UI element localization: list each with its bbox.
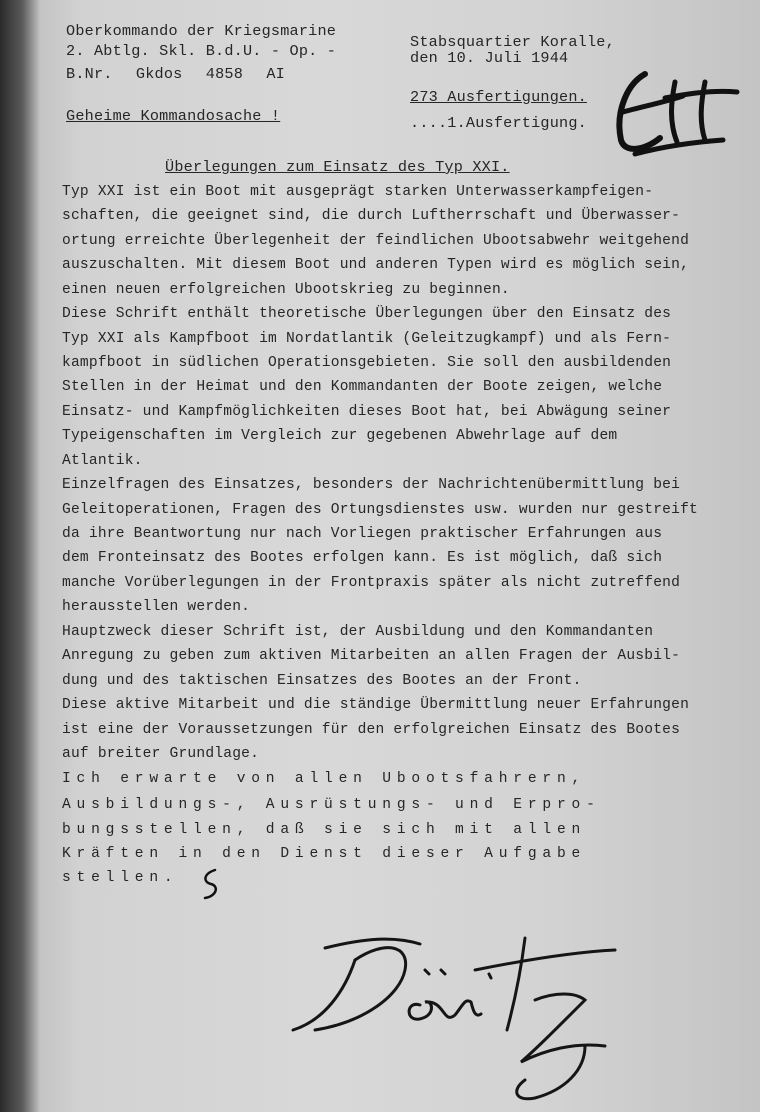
handwritten-tick-mark: [195, 866, 225, 902]
body-line: Einzelfragen des Einsatzes, besonders der Nachrichtenübermittlung bei: [62, 477, 681, 493]
body-line: Stellen in der Heimat und den Kommandanten der Boote zeigen, welche: [62, 379, 663, 395]
header-classification: Geheime Kommandosache !: [66, 107, 281, 125]
body-line: auszuschalten. Mit diesem Boot und anderen Typen wird es möglich sein,: [62, 257, 690, 273]
body-line: Einsatz- und Kampfmöglichkeiten dieses Boot hat, bei Abwägung seiner: [62, 404, 672, 420]
closing-line: Ausbildungs-, Ausrüstungs- und Erpro-: [62, 797, 601, 813]
document-title: Überlegungen zum Einsatz des Typ XXI.: [165, 158, 510, 176]
header-copies-count: 273 Ausfertigungen.: [410, 88, 587, 106]
closing-line: Kräften in den Dienst dieser Aufgabe: [62, 846, 587, 862]
header-reference-number: B.Nr. Gkdos 4858 AI: [66, 65, 285, 83]
body-line: Geleitoperationen, Fragen des Ortungsdienstes usw. wurden nur gestreift: [62, 502, 698, 518]
body-line: auf breiter Grundlage.: [62, 746, 260, 762]
closing-line: stellen.: [62, 870, 179, 886]
body-line: Hauptzweck dieser Schrift ist, der Ausbildung und den Kommandanten: [62, 624, 654, 640]
body-line: Atlantik.: [62, 453, 143, 469]
body-line: dem Fronteinsatz des Bootes erfolgen kann. Es ist möglich, daß sich: [62, 550, 663, 566]
body-line: Typeigenschaften im Vergleich zur gegebenen Abwehrlage auf dem: [62, 428, 618, 444]
header-location: Stabsquartier Koralle,: [410, 33, 615, 51]
handwritten-signature: [285, 930, 635, 1105]
body-line: da ihre Beantwortung nur nach Vorliegen praktischer Erfahrungen aus: [62, 526, 663, 542]
body-line: schaften, die geeignet sind, die durch Luftherrschaft und Überwasser-: [62, 208, 681, 224]
header-date: den 10. Juli 1944: [410, 49, 569, 67]
body-line: herausstellen werden.: [62, 599, 251, 615]
body-line: manche Vorüberlegungen in der Frontpraxis später als nicht zutreffend: [62, 575, 681, 591]
closing-line: bungsstellen, daß sie sich mit allen: [62, 822, 587, 838]
body-line: Diese Schrift enthält theoretische Überlegungen über den Einsatz des: [62, 306, 672, 322]
body-line: ortung erreichte Überlegenheit der feindlichen Ubootsabwehr weitgehend: [62, 233, 690, 249]
body-line: einen neuen erfolgreichen Ubootskrieg zu beginnen.: [62, 282, 510, 298]
body-line: ist eine der Voraussetzungen für den erfolgreichen Einsatz des Bootes: [62, 722, 681, 738]
handwritten-initials: [605, 62, 745, 162]
body-line: Anregung zu geben zum aktiven Mitarbeiten an allen Fragen der Ausbil-: [62, 648, 681, 664]
header-office: Oberkommando der Kriegsmarine: [66, 22, 337, 40]
header-copy-number: ....1.Ausfertigung.: [410, 114, 587, 132]
body-line: Typ XXI ist ein Boot mit ausgeprägt starken Unterwasserkampfeigen-: [62, 184, 654, 200]
body-line: dung und des taktischen Einsatzes des Bootes an der Front.: [62, 673, 582, 689]
header-department: 2. Abtlg. Skl. B.d.U. - Op. -: [66, 42, 337, 60]
body-line: Typ XXI als Kampfboot im Nordatlantik (Geleitzugkampf) und als Fern-: [62, 331, 672, 347]
closing-line: Ich erwarte von allen Ubootsfahrern,: [62, 771, 587, 787]
body-line: Diese aktive Mitarbeit und die ständige Übermittlung neuer Erfahrungen: [62, 697, 690, 713]
body-line: kampfboot in südlichen Operationsgebieten. Sie soll den ausbildenden: [62, 355, 672, 371]
page-edge-shadow: [0, 0, 40, 1112]
